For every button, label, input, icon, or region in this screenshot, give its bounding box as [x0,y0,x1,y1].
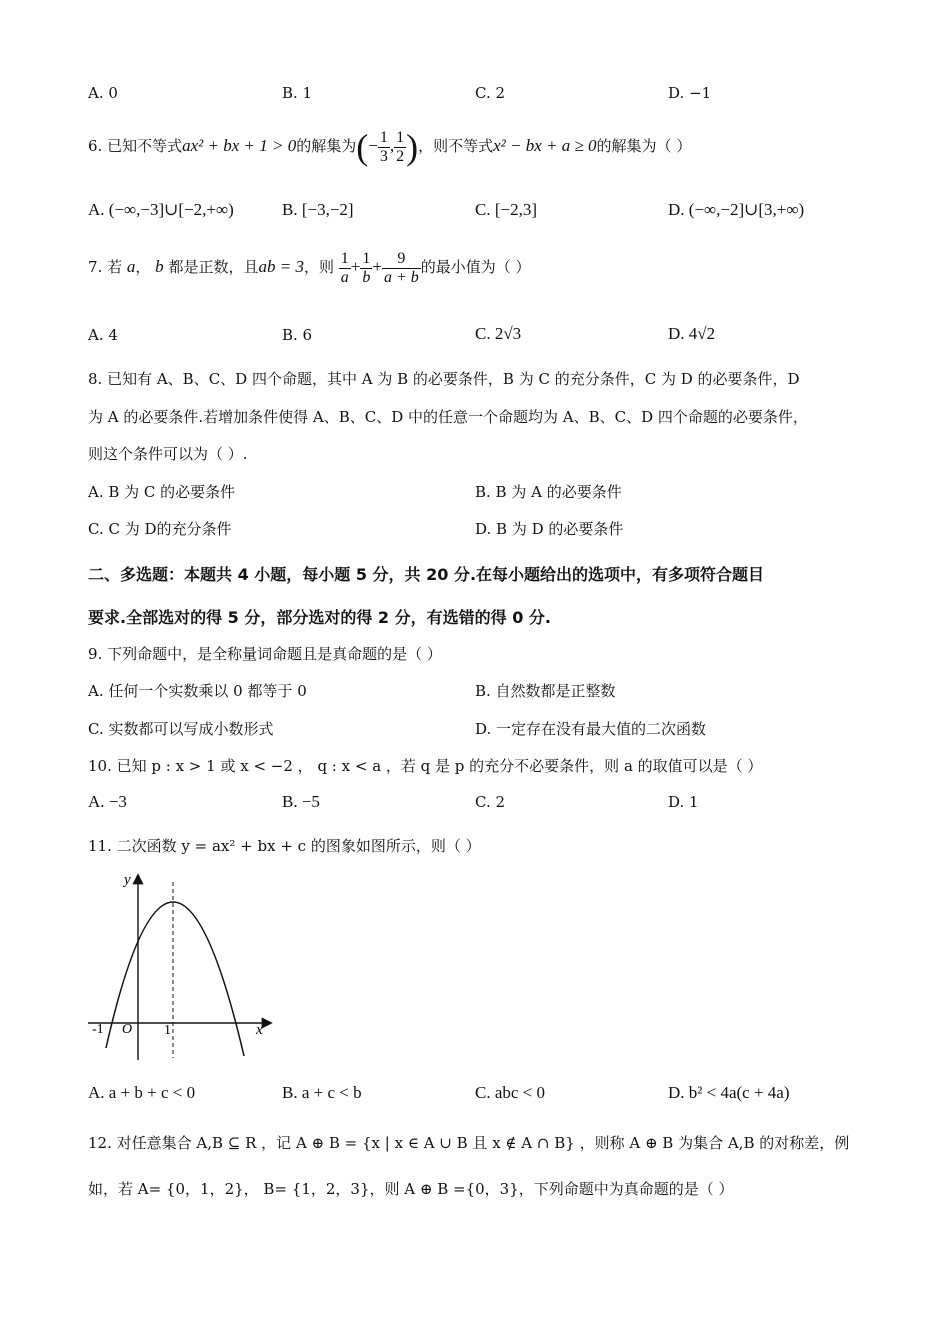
q12-line-1: 12. 对任意集合 A,B ⊆ R ，记 A ⊕ B = {x | x ∈ A ∪ B 且 x ∉ A ∩ B} ，则称 A ⊕ B 为集合 A,B 的对称差，例 [88,1134,850,1152]
q7-fraction-2 [360,250,372,286]
q6-suffix: 的解集为（ ） [596,137,692,155]
section-2-heading-line-1: 二、多选题：本题共 4 小题，每小题 5 分，共 20 分.在每小题给出的选项中，有多项符合题目 [88,565,765,584]
q6-option-d: D. (−∞,−2]∪[3,+∞) [668,200,805,219]
left-paren: ( [356,127,369,167]
q6-mid2: ，则不等式 [418,137,494,155]
q6-frac2-den: 2 [396,147,405,165]
right-paren: ) [406,127,419,167]
q8-option-b: B. B 为 A 的必要条件 [475,483,622,501]
q6-frac1-num: 1 [379,128,388,146]
tick-label-neg-1: -1 [92,1022,104,1037]
tick-label-1: 1 [164,1023,171,1038]
q10-option-b: B. −5 [282,792,320,811]
parabola-graph [84,868,284,1063]
q7-condition: ab = 3 [258,257,304,277]
q11-option-c: C. abc < 0 [475,1083,546,1102]
x-axis-label: x [256,1022,263,1038]
q8-option-d: D. B 为 D 的必要条件 [475,520,624,538]
q7-fraction-3 [382,250,421,286]
q6-inequality-2: x² − bx + a ≥ 0 [493,136,597,155]
q7-sep: ， [135,258,151,277]
q6-option-a: A. (−∞,−3]∪[−2,+∞) [88,200,234,219]
q7-plus-2: + [372,257,382,277]
q10-option-a: A. −3 [88,792,127,811]
q7-f3-num: 9 [382,250,421,269]
q10-stem: 10. 已知 p : x > 1 或 x < −2 ， q : x < a ，若 q 是 p 的充分不必要条件，则 a 的取值可以是（ ） [88,757,763,775]
q7-f3-den: a + b [383,268,419,286]
q7-option-a: A. 4 [88,326,118,344]
q6-stem: 6. 已知不等式ax² + bx + 1 > 0的解集为(− $\frac{1}{3}$ , $\frac{1}{2}$ )，则不等式x² − bx + a ≥ 0的解集为（ ） [88,127,692,167]
q5-option-b: B. 1 [282,84,313,102]
q11-option-b: B. a + c < b [282,1083,362,1102]
q11-option-a: A. a + b + c < 0 [88,1083,196,1102]
q9-stem: 9. 下列命题中，是全称量词命题且是真命题的是（ ） [88,645,442,663]
q5-option-a: A. 0 [88,84,118,102]
q7-stem [88,250,890,286]
q8-line-2: 为 A 的必要条件.若增加条件使得 A、B、C、D 中的任意一个命题均为 A、B、C、D 四个命题的必要条件， [88,408,808,426]
q5-option-d: D. −1 [668,84,712,102]
origin-label: O [122,1022,133,1037]
q6-fraction-1 [378,129,390,165]
q8-line-3: 则这个条件可以为（ ）. [88,445,248,463]
q6-mid: 的解集为 [296,137,357,155]
q6-frac2-num: 1 [396,128,405,146]
q7-option-d: D. 4√2 [668,324,716,343]
q6-option-c: C. [−2,3] [475,200,537,219]
q7-f1-num: 1 [340,250,349,267]
q7-option-b: B. 6 [282,326,313,344]
q7-plus-1: + [350,257,361,277]
q5-option-c: C. 2 [475,84,506,102]
q7-prefix: 7. 若 [88,258,123,277]
section-2-heading-line-2: 要求.全部选对的得 5 分，部分选对的得 2 分，有选错的得 0 分. [88,608,551,627]
q6-option-b: B. [−3,−2] [282,200,354,219]
q7-fraction-1 [339,250,351,286]
q7-f2-den: b [362,268,371,286]
q6-inequality-1: ax² + bx + 1 > 0 [182,136,297,155]
q9-option-c: C. 实数都可以写成小数形式 [88,720,274,738]
q7-then: ，则 [303,258,334,277]
q6-prefix: 6. 已知不等式 [88,137,183,155]
q10-option-c: C. 2 [475,793,506,811]
q11-stem: 11. 二次函数 y = ax² + bx + c 的图象如图所示，则（ ） [88,837,481,855]
y-axis-label: y [124,872,131,888]
q7-suffix: 的最小值为（ ） [420,258,531,277]
q10-option-d: D. 1 [668,793,699,811]
q8-option-a: A. B 为 C 的必要条件 [88,483,236,501]
q8-option-c: C. C 为 D的充分条件 [88,520,232,538]
q7-option-c: C. 2√3 [475,324,522,343]
q9-option-a: A. 任何一个实数乘以 0 都等于 0 [88,682,307,700]
q9-option-d: D. 一定存在没有最大值的二次函数 [475,720,707,738]
q11-option-d: D. b² < 4a(c + 4a) [668,1083,790,1102]
q9-option-b: B. 自然数都是正整数 [475,682,616,700]
q7-f2-num: 1 [362,250,371,267]
q7-var-a: a [126,257,136,277]
q8-line-1: 8. 已知有 A、B、C、D 四个命题，其中 A 为 B 的必要条件，B 为 C 的充分条件，C 为 D 的必要条件，D [88,370,800,388]
q7-mid: 都是正数，且 [168,258,259,277]
q7-f1-den: a [340,268,349,286]
q6-fraction-2 [394,129,406,165]
q6-neg-sign: − [368,136,378,155]
q6-frac1-den: 3 [379,147,388,165]
q12-line-2: 如，若 A= {0，1，2}， B= {1，2，3}，则 A ⊕ B ={0，3}，下列命题中为真命题的是（ ） [88,1180,734,1198]
q7-var-b: b [155,257,164,277]
